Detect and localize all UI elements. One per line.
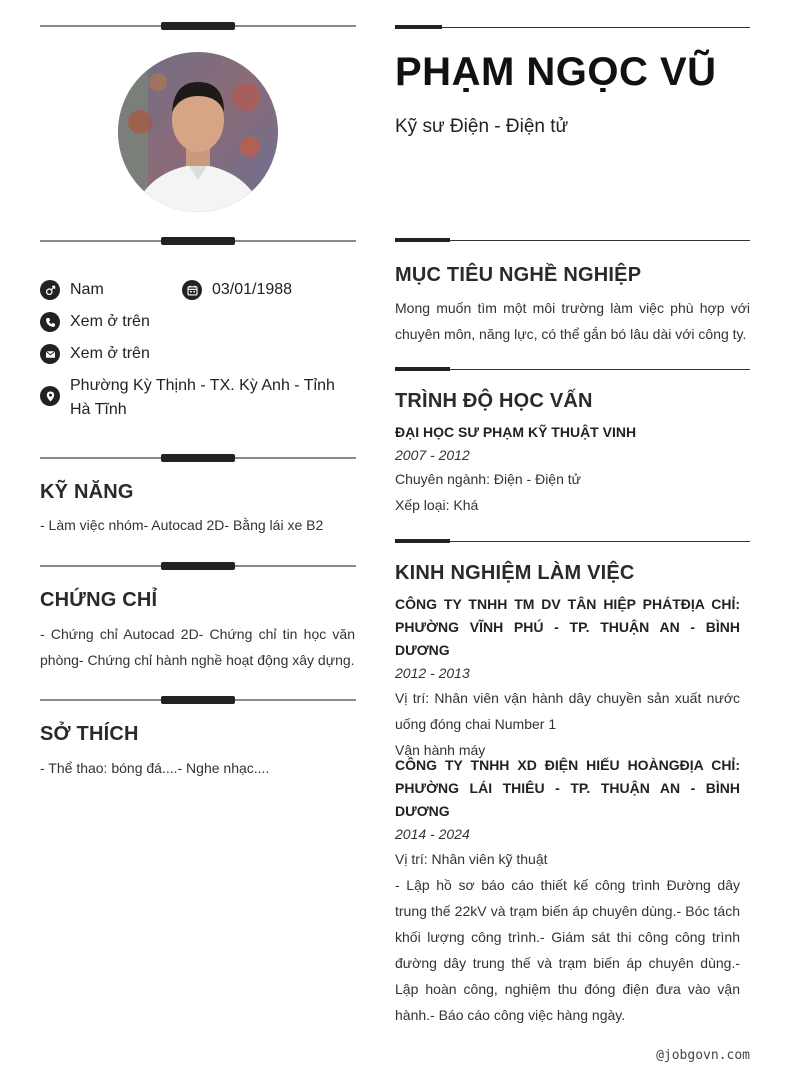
birthday-row: [182, 278, 292, 302]
candidate-name: PHẠM NGỌC VŨ: [395, 50, 717, 94]
hobbies-heading: SỞ THÍCH: [40, 723, 139, 745]
education-period: 2007 - 2012: [395, 447, 470, 463]
objective-text: Mong muốn tìm một môi trường làm việc phù hợp với chuyên môn, năng lực, có thể gắn bó lâu dài với công ty.: [395, 300, 750, 342]
gender-value: Nam: [70, 281, 104, 298]
separator: [395, 539, 750, 545]
job-period: 2014 - 2024: [395, 826, 470, 842]
separator: [40, 453, 356, 463]
job-company: CÔNG TY TNHH TM DV TÂN HIỆP PHÁTĐỊA CHỈ: PHƯỜNG VĨNH PHÚ - TP. THUẬN AN - BÌNH DƯƠNG: [395, 596, 740, 658]
job-entry: [395, 593, 740, 763]
location-pin-icon: [40, 386, 60, 406]
mail-icon: [40, 344, 60, 364]
education-heading: TRÌNH ĐỘ HỌC VẤN: [395, 390, 593, 412]
job-position: Vị trí: Nhân viên kỹ thuật: [395, 851, 548, 867]
education-entry: [395, 420, 750, 518]
education-grade: Xếp loại: Khá: [395, 497, 479, 513]
separator: [40, 21, 356, 31]
email-row: [40, 342, 150, 366]
education-major: Chuyên ngành: Điện - Điện tử: [395, 471, 582, 487]
gender-row: [40, 278, 104, 302]
job-company: CÔNG TY TNHH XD ĐIỆN HIẾU HOÀNGĐỊA CHỈ: PHƯỜNG LÁI THIÊU - TP. THUẬN AN - BÌNH DƯƠNG: [395, 757, 740, 819]
address-value: Phường Kỳ Thịnh - TX. Kỳ Anh - Tỉnh Hà Tĩnh: [70, 377, 335, 418]
phone-icon: [40, 312, 60, 332]
skills-heading: KỸ NĂNG: [40, 481, 134, 503]
job-entry: [395, 754, 740, 1028]
separator: [40, 236, 356, 246]
objective-heading: MỤC TIÊU NGHỀ NGHIỆP: [395, 264, 642, 286]
job-description: - Lập hồ sơ báo cáo thiết kế công trình Đường dây trung thế 22kV và trạm biến áp chuyên dùng.- Bóc tách khối lượng công trình.- Giám sát thi công công trình đường dây trung thế và trạm biến áp chuyên dùng.- Lập hoàn công, nghiệm thu đóng điện đưa vào vận hành.- Báo cáo công việc hàng ngày.: [395, 877, 740, 1023]
skills-text: - Làm việc nhóm- Autocad 2D- Bằng lái xe B2: [40, 517, 324, 533]
calendar-icon: [182, 280, 202, 300]
candidate-role: Kỹ sư Điện - Điện tử: [395, 116, 569, 137]
certificates-heading: CHỨNG CHỈ: [40, 589, 158, 611]
experience-heading: KINH NGHIỆM LÀM VIỆC: [395, 562, 635, 584]
separator: [40, 695, 356, 705]
birthday-value: 03/01/1988: [212, 281, 293, 298]
hobbies-text: - Thể thao: bóng đá....- Nghe nhạc....: [40, 760, 270, 776]
separator: [395, 238, 750, 244]
phone-row: [40, 310, 150, 334]
watermark: @jobgovn.com: [656, 1048, 750, 1063]
phone-value: Xem ở trên: [70, 313, 150, 330]
certificates-text: - Chứng chỉ Autocad 2D- Chứng chỉ tin học văn phòng- Chứng chỉ hành nghề hoạt động xây dựng.: [40, 626, 355, 668]
address-row: [40, 374, 356, 422]
gender-icon: [40, 280, 60, 300]
job-description: Vận hành máy: [395, 742, 486, 758]
separator: [40, 561, 356, 571]
school-name: ĐẠI HỌC SƯ PHẠM KỸ THUẬT VINH: [395, 424, 637, 440]
avatar: [118, 52, 278, 212]
job-period: 2012 - 2013: [395, 665, 470, 681]
separator: [395, 367, 750, 373]
job-position: Vị trí: Nhân viên vận hành dây chuyền sản xuất nước uống đóng chai Number 1: [395, 690, 740, 732]
email-value: Xem ở trên: [70, 345, 150, 362]
separator: [395, 25, 750, 31]
